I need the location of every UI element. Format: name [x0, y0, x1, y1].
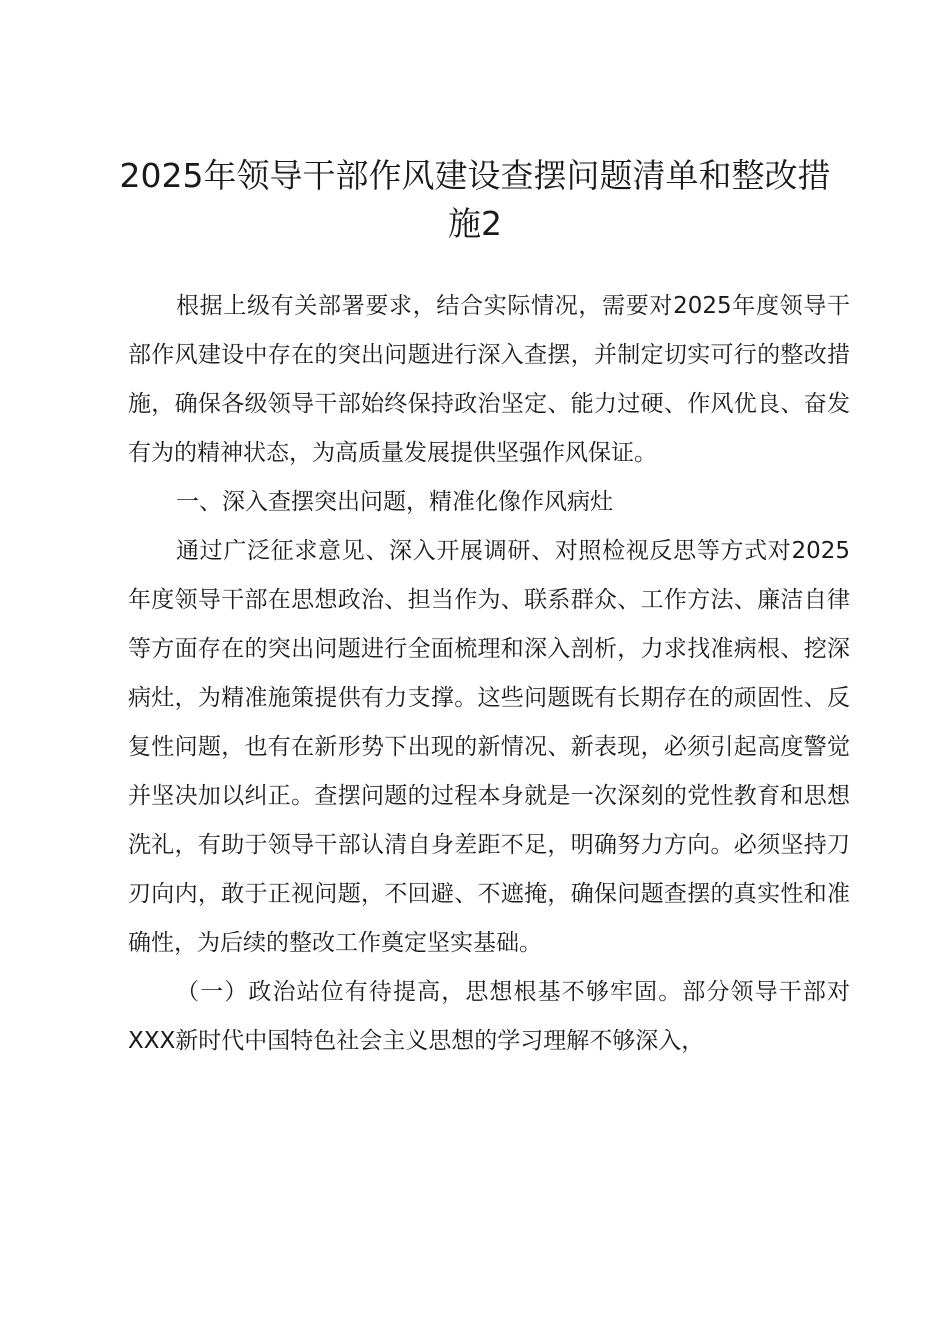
subsection-paragraph: （一）政治站位有待提高，思想根基不够牢固。部分领导干部对XXX新时代中国特色社会主义思想的学习理解不够深入， — [128, 979, 850, 1054]
section-paragraph: 通过广泛征求意见、深入开展调研、对照检视反思等方式对2025年度领导干部在思想政治、担当作为、联系群众、工作方法、廉洁自律等方面存在的突出问题进行全面梳理和深入剖析，力求找准病根、挖深病灶，为精准施策提供有力支撑。这些问题既有长期存在的顽固性、反复性问题，也有在新形势下出现的新情况、新表现，必须引起高度警觉并坚决加以纠正。查摆问题的过程本身就是一次深刻的党性教育和思想洗礼，有助于领导干部认清自身差距不足，明确努力方向。必须坚持刀刃向内，敢于正视问题，不回避、不遮掩，确保问题查摆的真实性和准确性，为后续的整改工作奠定坚实基础。 — [128, 538, 850, 956]
document-title: 2025年领导干部作风建设查摆问题清单和整改措施2 — [119, 156, 831, 243]
intro-paragraph: 根据上级有关部署要求，结合实际情况，需要对2025年度领导干部作风建设中存在的突出问题进行深入查摆，并制定切实可行的整改措施，确保各级领导干部始终保持政治坚定、能力过硬、作风优良、奋发有为的精神状态，为高质量发展提供坚强作风保证。 — [128, 293, 850, 466]
section-heading: 一、深入查摆突出问题，精准化像作风病灶 — [176, 489, 613, 515]
document-body — [128, 282, 850, 1066]
